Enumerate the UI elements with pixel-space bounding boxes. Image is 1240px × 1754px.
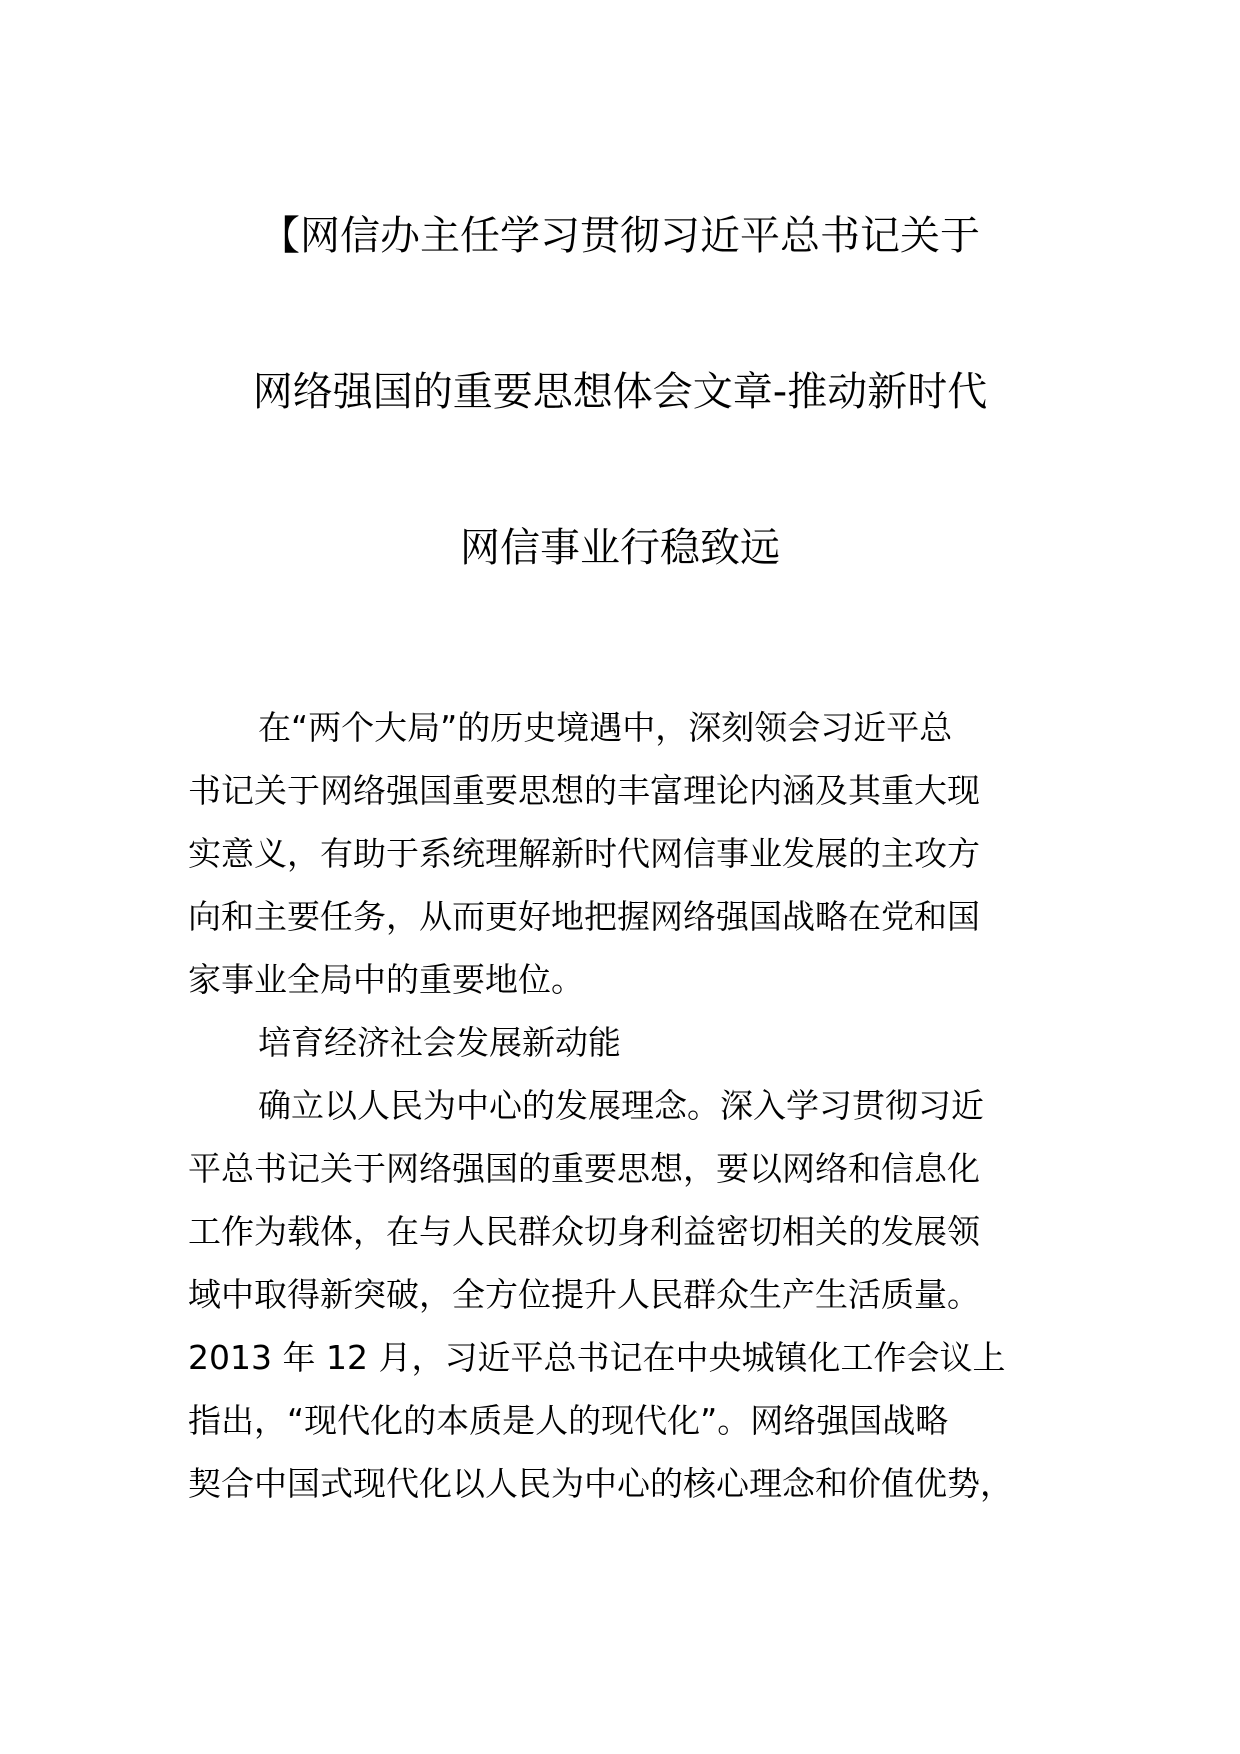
- section-heading: 培育经济社会发展新动能: [258, 1023, 621, 1062]
- paragraph-2-line-2: 平总书记关于网络强国的重要思想，要以网络和信息化: [188, 1149, 980, 1188]
- document-title-line-3: 网信事业行稳致远: [460, 525, 780, 571]
- paragraph-2-line-3: 工作为载体，在与人民群众切身利益密切相关的发展领: [188, 1212, 980, 1251]
- paragraph-1-line-3: 实意义，有助于系统理解新时代网信事业发展的主攻方: [188, 834, 980, 873]
- paragraph-1-line-2: 书记关于网络强国重要思想的丰富理论内涵及其重大现: [188, 771, 980, 810]
- paragraph-2-line-4: 域中取得新突破，全方位提升人民群众生产生活质量。: [188, 1275, 980, 1314]
- paragraph-2-line-5: 2013 年 12 月，习近平总书记在中央城镇化工作会议上: [188, 1338, 1006, 1377]
- document-title-line-1: 【网信办主任学习贯彻习近平总书记关于: [260, 213, 980, 259]
- paragraph-2-line-7: 契合中国式现代化以人民为中心的核心理念和价值优势，: [188, 1464, 1013, 1503]
- paragraph-1-line-5: 家事业全局中的重要地位。: [188, 960, 584, 999]
- paragraph-1-line-4: 向和主要任务，从而更好地把握网络强国战略在党和国: [188, 897, 980, 936]
- document-title-line-2: 网络强国的重要思想体会文章-推动新时代: [252, 369, 988, 415]
- paragraph-2-line-6: 指出，“现代化的本质是人的现代化”。网络强国战略: [188, 1401, 949, 1440]
- paragraph-2-line-1: 确立以人民为中心的发展理念。深入学习贯彻习近: [258, 1086, 984, 1125]
- paragraph-1-line-1: 在“两个大局”的历史境遇中，深刻领会习近平总: [258, 708, 953, 747]
